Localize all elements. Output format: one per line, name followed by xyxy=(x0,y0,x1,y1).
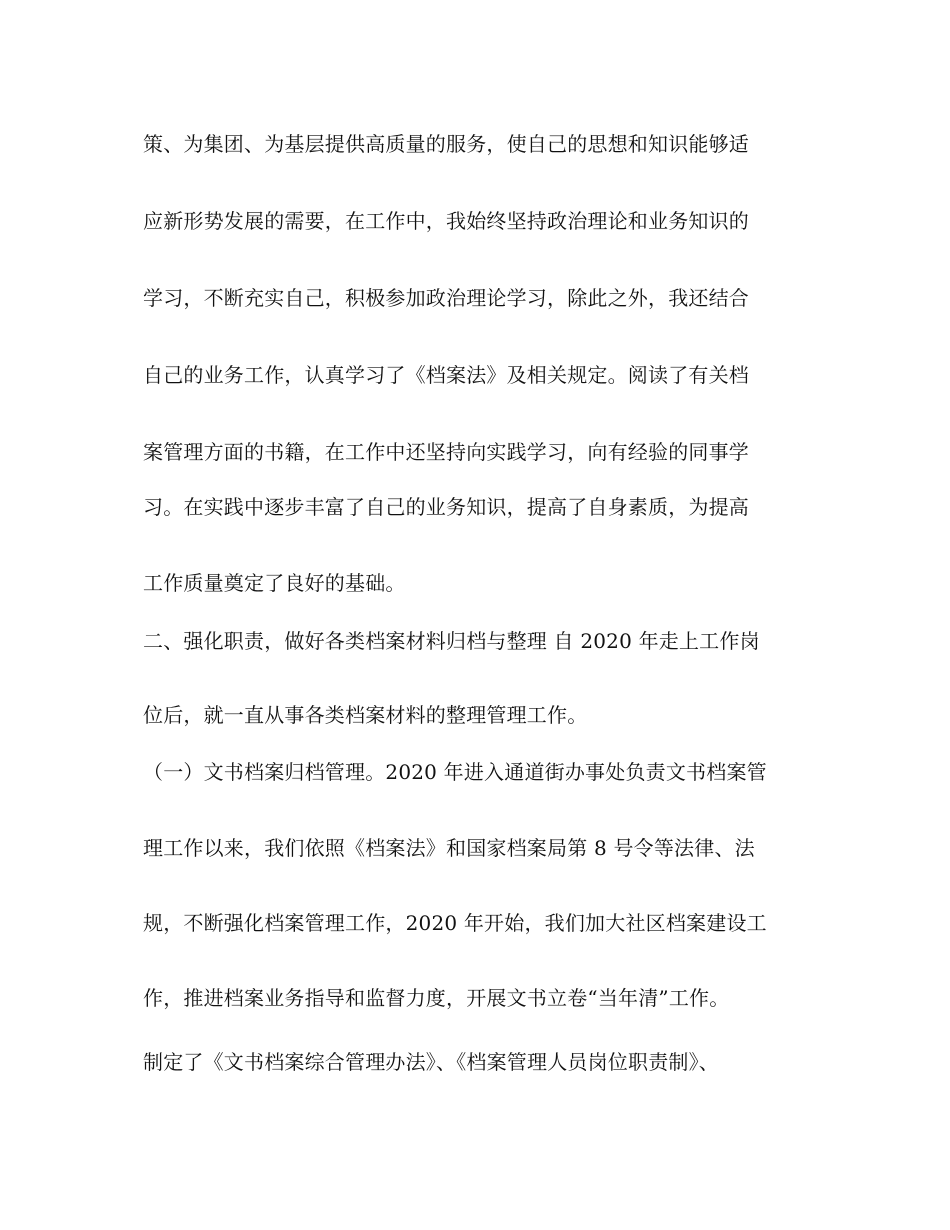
paragraph-line: 案管理方面的书籍，在工作中还坚持向实践学习，向有经验的同事学 xyxy=(143,440,749,464)
subsection-heading-line: （一）文书档案归档管理。2020 年进入通道街办事处负责文书档案管 xyxy=(143,760,767,784)
paragraph-line: 制定了《文书档案综合管理办法》、《档案管理人员岗位职责制》、 xyxy=(143,1050,719,1074)
paragraph-line: 学习，不断充实自己，积极参加政治理论学习，除此之外，我还结合 xyxy=(143,286,749,310)
paragraph-line: 策、为集团、为基层提供高质量的服务，使自己的思想和知识能够适 xyxy=(143,132,749,156)
paragraph-line: 工作质量奠定了良好的基础。 xyxy=(143,571,406,595)
paragraph-line: 自己的业务工作，认真学习了《档案法》及相关规定。阅读了有关档 xyxy=(143,363,749,387)
paragraph-line: 规，不断强化档案管理工作，2020 年开始，我们加大社区档案建设工 xyxy=(143,911,767,935)
paragraph-line: 作，推进档案业务指导和监督力度，开展文书立卷“当年清”工作。 xyxy=(143,986,730,1010)
paragraph-line: 位后，就一直从事各类档案材料的整理管理工作。 xyxy=(143,703,588,727)
paragraph-line: 应新形势发展的需要，在工作中，我始终坚持政治理论和业务知识的 xyxy=(143,209,749,233)
paragraph-line: 习。在实践中逐步丰富了自己的业务知识，提高了自身素质，为提高 xyxy=(143,495,749,519)
section-heading-line: 二、强化职责，做好各类档案材料归档与整理 自 2020 年走上工作岗 xyxy=(143,629,760,653)
paragraph-line: 理工作以来，我们依照《档案法》和国家档案局第 8 号令等法律、法 xyxy=(143,836,755,860)
